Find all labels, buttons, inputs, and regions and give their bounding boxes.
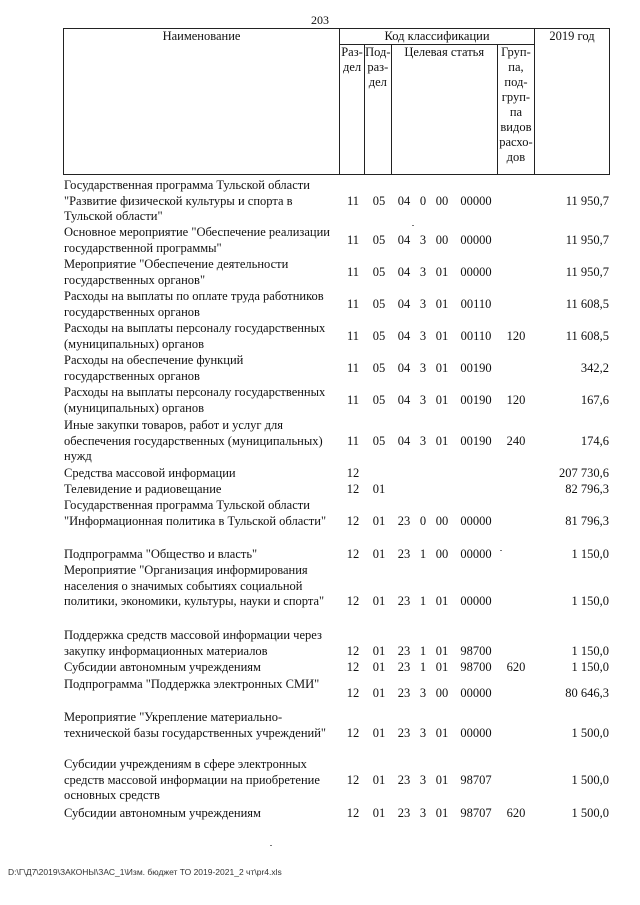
target-subprogram-code: 3 bbox=[419, 433, 427, 448]
header-group-line: видов bbox=[500, 120, 532, 134]
podrazdel-code: 05 bbox=[372, 360, 386, 375]
podrazdel-code: 01 bbox=[372, 725, 386, 740]
expense-group-code: 240 bbox=[506, 433, 526, 448]
row-name-line: Мероприятие "Организация информирования bbox=[64, 563, 308, 577]
header-podrazdel bbox=[365, 45, 392, 175]
expense-group-code: 620 bbox=[506, 660, 526, 674]
target-program-code: 04 bbox=[397, 433, 411, 448]
scan-speck bbox=[270, 845, 272, 846]
target-event-code: 01 bbox=[435, 594, 449, 608]
razdel-code: 12 bbox=[346, 686, 360, 701]
target-direction-code: 00000 bbox=[460, 725, 492, 740]
podrazdel-code: 01 bbox=[372, 686, 386, 701]
amount-2019: 11 950,7 bbox=[565, 193, 609, 208]
podrazdel-code: 05 bbox=[372, 328, 386, 343]
header-razdel-line: дел bbox=[342, 60, 362, 74]
target-program-code: 23 bbox=[397, 594, 411, 608]
target-program-code: 23 bbox=[397, 725, 411, 740]
target-direction-code: 00110 bbox=[460, 328, 492, 343]
row-name-line: (муниципальных) органов bbox=[64, 400, 205, 415]
target-direction-code: 00110 bbox=[460, 296, 492, 311]
header-podrazdel-line: дел bbox=[368, 75, 387, 89]
razdel-code: 12 bbox=[346, 806, 360, 820]
target-event-code: 00 bbox=[435, 513, 449, 528]
razdel-code: 11 bbox=[346, 296, 360, 311]
target-event-code: 01 bbox=[435, 328, 449, 343]
row-name-line: государственных органов" bbox=[64, 272, 206, 287]
target-direction-code: 00000 bbox=[460, 513, 492, 528]
header-podrazdel-line: Под- bbox=[365, 45, 391, 59]
target-program-code: 04 bbox=[397, 193, 411, 208]
razdel-code: 11 bbox=[346, 360, 360, 375]
target-direction-code: 00000 bbox=[460, 686, 492, 701]
header-group-line: под- bbox=[504, 75, 528, 89]
target-event-code: 01 bbox=[435, 360, 449, 375]
target-event-code: 01 bbox=[435, 806, 449, 820]
target-program-code: 23 bbox=[397, 806, 411, 820]
table-header bbox=[63, 28, 610, 175]
amount-2019: 1 150,0 bbox=[571, 594, 609, 608]
podrazdel-code: 05 bbox=[372, 433, 386, 448]
target-program-code: 23 bbox=[397, 660, 411, 674]
target-subprogram-code: 1 bbox=[419, 643, 427, 658]
target-event-code: 01 bbox=[435, 725, 449, 740]
target-program-code: 23 bbox=[397, 643, 411, 658]
row-name bbox=[64, 321, 339, 352]
target-event-code: 00 bbox=[435, 193, 449, 208]
row-name-line: Основное мероприятие "Обеспечение реализации bbox=[64, 225, 330, 239]
amount-2019: 1 150,0 bbox=[571, 547, 609, 561]
row-name bbox=[64, 466, 339, 482]
podrazdel-code: 01 bbox=[372, 594, 386, 608]
row-name bbox=[64, 498, 339, 529]
target-direction-code: 00190 bbox=[460, 392, 492, 407]
amount-2019: 174,6 bbox=[580, 433, 609, 448]
target-event-code: 01 bbox=[435, 433, 449, 448]
row-name-line: "Информационная политика в Тульской области" bbox=[64, 513, 327, 528]
header-razdel-line: Раз- bbox=[341, 45, 363, 59]
razdel-code: 12 bbox=[346, 482, 360, 496]
target-program-code: 23 bbox=[397, 772, 411, 787]
amount-2019: 82 796,3 bbox=[565, 482, 609, 496]
row-name-line: государственных органов bbox=[64, 368, 200, 383]
target-subprogram-code: 3 bbox=[419, 392, 427, 407]
row-name-line: Государственная программа Тульской области bbox=[64, 178, 310, 192]
target-event-code: 01 bbox=[435, 296, 449, 311]
row-name-line: Расходы на обеспечение функций bbox=[64, 353, 244, 367]
row-name-line: закупку информационных материалов bbox=[64, 643, 268, 658]
target-subprogram-code: 0 bbox=[419, 193, 427, 208]
target-program-code: 23 bbox=[397, 547, 411, 561]
header-group-line: груп- bbox=[501, 90, 531, 104]
row-name-line: Подпрограмма "Общество и власть" bbox=[64, 547, 258, 561]
podrazdel-code: 01 bbox=[372, 547, 386, 561]
razdel-code: 12 bbox=[346, 725, 360, 740]
row-name bbox=[64, 806, 339, 822]
row-name bbox=[64, 225, 339, 256]
target-direction-code: 00000 bbox=[460, 264, 492, 279]
razdel-code: 12 bbox=[346, 594, 360, 608]
podrazdel-code: 05 bbox=[372, 264, 386, 279]
row-name-line: Расходы на выплаты по оплате труда работников bbox=[64, 289, 324, 303]
amount-2019: 1 500,0 bbox=[571, 806, 609, 820]
row-name bbox=[64, 178, 339, 225]
row-name-line: Субсидии учреждениям в сфере электронных bbox=[64, 757, 307, 771]
target-event-code: 01 bbox=[435, 772, 449, 787]
target-subprogram-code: 3 bbox=[419, 772, 427, 787]
row-name bbox=[64, 418, 339, 465]
target-direction-code: 00190 bbox=[460, 433, 492, 448]
amount-2019: 167,6 bbox=[580, 392, 609, 407]
row-name bbox=[64, 563, 339, 610]
row-name bbox=[64, 257, 339, 288]
row-name-line: государственной программы" bbox=[64, 240, 222, 255]
target-direction-code: 00190 bbox=[460, 360, 492, 375]
header-group-line: па, bbox=[508, 60, 524, 74]
target-subprogram-code: 3 bbox=[419, 686, 427, 701]
amount-2019: 1 500,0 bbox=[571, 772, 609, 787]
podrazdel-code: 05 bbox=[372, 296, 386, 311]
razdel-code: 11 bbox=[346, 392, 360, 407]
target-event-code: 00 bbox=[435, 547, 449, 561]
target-program-code: 04 bbox=[397, 328, 411, 343]
razdel-code: 12 bbox=[346, 772, 360, 787]
row-name-line: Расходы на выплаты персоналу государственных bbox=[64, 385, 326, 399]
amount-2019: 11 608,5 bbox=[565, 296, 609, 311]
razdel-code: 12 bbox=[346, 513, 360, 528]
target-subprogram-code: 1 bbox=[419, 660, 427, 674]
header-group-line: расхо- bbox=[499, 135, 533, 149]
amount-2019: 11 608,5 bbox=[565, 328, 609, 343]
header-group bbox=[497, 45, 534, 175]
amount-2019: 342,2 bbox=[580, 360, 609, 375]
header-classification: Код классификации bbox=[340, 29, 535, 45]
podrazdel-code: 01 bbox=[372, 643, 386, 658]
razdel-code: 11 bbox=[346, 193, 360, 208]
row-name-line: Телевидение и радиовещание bbox=[64, 482, 222, 496]
row-name-line: населения о значимых событиях социальной bbox=[64, 578, 303, 593]
amount-2019: 1 150,0 bbox=[571, 643, 609, 658]
row-name-line: Субсидии автономным учреждениям bbox=[64, 660, 261, 674]
row-name bbox=[64, 547, 339, 563]
row-name-line: Тульской области" bbox=[64, 209, 163, 223]
row-name-line: Расходы на выплаты персоналу государственных bbox=[64, 321, 326, 335]
razdel-code: 11 bbox=[346, 328, 360, 343]
target-direction-code: 98707 bbox=[460, 806, 492, 820]
target-subprogram-code: 3 bbox=[419, 296, 427, 311]
target-subprogram-code: 3 bbox=[419, 328, 427, 343]
podrazdel-code: 01 bbox=[372, 660, 386, 674]
amount-2019: 11 950,7 bbox=[565, 264, 609, 279]
target-subprogram-code: 1 bbox=[419, 594, 427, 608]
row-name-line: государственных органов bbox=[64, 304, 200, 319]
razdel-code: 11 bbox=[346, 433, 360, 448]
scan-speck bbox=[500, 550, 502, 551]
row-name-line: нужд bbox=[64, 449, 92, 463]
expense-group-code: 120 bbox=[506, 392, 526, 407]
row-name-line: Субсидии автономным учреждениям bbox=[64, 806, 261, 820]
amount-2019: 11 950,7 bbox=[565, 232, 609, 247]
target-program-code: 04 bbox=[397, 392, 411, 407]
file-path-footer: D:\Г\Д7\2019\ЗАКОНЫ\ЗАС_1\Изм. бюджет ТО 2019-2021_2 чт\pr4.xls bbox=[8, 867, 282, 877]
target-direction-code: 00000 bbox=[460, 547, 492, 561]
target-event-code: 00 bbox=[435, 686, 449, 701]
row-name-line: Средства массовой информации bbox=[64, 466, 236, 480]
header-target: Целевая статья bbox=[391, 45, 497, 175]
row-name-line: обеспечения государственных (муниципальных) bbox=[64, 433, 323, 448]
row-name-line: Мероприятие "Обеспечение деятельности bbox=[64, 257, 289, 271]
row-name-line: "Развитие физической культуры и спорта в bbox=[64, 193, 293, 208]
row-name-line: Государственная программа Тульской области bbox=[64, 498, 310, 512]
target-direction-code: 98700 bbox=[460, 660, 492, 674]
row-name bbox=[64, 482, 339, 498]
header-group-line: па bbox=[509, 105, 523, 119]
row-name-line: политики, экономики, культуры, науки и спорта" bbox=[64, 594, 325, 608]
target-direction-code: 98700 bbox=[460, 643, 492, 658]
row-name bbox=[64, 677, 339, 693]
amount-2019: 80 646,3 bbox=[565, 686, 609, 701]
expense-group-code: 620 bbox=[506, 806, 526, 820]
row-name-line: Мероприятие "Укрепление материально- bbox=[64, 710, 283, 724]
razdel-code: 11 bbox=[346, 264, 360, 279]
header-group-line: Груп- bbox=[501, 45, 531, 59]
header-group-line: дов bbox=[506, 150, 526, 164]
razdel-code: 11 bbox=[346, 232, 360, 247]
target-event-code: 00 bbox=[435, 232, 449, 247]
target-event-code: 01 bbox=[435, 392, 449, 407]
row-name bbox=[64, 289, 339, 320]
target-direction-code: 00000 bbox=[460, 594, 492, 608]
row-name-line: технической базы государственных учреждений" bbox=[64, 725, 327, 740]
amount-2019: 207 730,6 bbox=[559, 466, 609, 480]
target-subprogram-code: 3 bbox=[419, 806, 427, 820]
amount-2019: 1 150,0 bbox=[571, 660, 609, 674]
podrazdel-code: 05 bbox=[372, 232, 386, 247]
row-name-line: Подпрограмма "Поддержка электронных СМИ" bbox=[64, 677, 320, 691]
target-program-code: 23 bbox=[397, 686, 411, 701]
target-subprogram-code: 3 bbox=[419, 725, 427, 740]
target-program-code: 04 bbox=[397, 360, 411, 375]
target-program-code: 04 bbox=[397, 264, 411, 279]
target-subprogram-code: 3 bbox=[419, 264, 427, 279]
header-year: 2019 год bbox=[535, 29, 610, 175]
row-name-line: Иные закупки товаров, работ и услуг для bbox=[64, 418, 284, 432]
podrazdel-code: 01 bbox=[372, 772, 386, 787]
target-subprogram-code: 3 bbox=[419, 232, 427, 247]
podrazdel-code: 05 bbox=[372, 392, 386, 407]
target-event-code: 01 bbox=[435, 643, 449, 658]
amount-2019: 81 796,3 bbox=[565, 513, 609, 528]
row-name bbox=[64, 710, 339, 741]
podrazdel-code: 05 bbox=[372, 193, 386, 208]
header-podrazdel-line: раз- bbox=[367, 60, 389, 74]
row-name bbox=[64, 628, 339, 659]
scan-speck bbox=[412, 225, 414, 226]
target-subprogram-code: 0 bbox=[419, 513, 427, 528]
page-number: 203 bbox=[311, 13, 329, 27]
razdel-code: 12 bbox=[346, 547, 360, 561]
row-name bbox=[64, 385, 339, 416]
podrazdel-code: 01 bbox=[372, 482, 386, 496]
row-name-line: (муниципальных) органов bbox=[64, 336, 205, 351]
target-direction-code: 00000 bbox=[460, 232, 492, 247]
podrazdel-code: 01 bbox=[372, 513, 386, 528]
target-program-code: 04 bbox=[397, 296, 411, 311]
amount-2019: 1 500,0 bbox=[571, 725, 609, 740]
row-name-line: основных средств bbox=[64, 788, 160, 802]
target-program-code: 23 bbox=[397, 513, 411, 528]
podrazdel-code: 01 bbox=[372, 806, 386, 820]
target-event-code: 01 bbox=[435, 264, 449, 279]
row-name bbox=[64, 757, 339, 804]
header-name: Наименование bbox=[64, 29, 340, 175]
row-name-line: Поддержка средств массовой информации через bbox=[64, 628, 322, 642]
target-direction-code: 98707 bbox=[460, 772, 492, 787]
target-subprogram-code: 1 bbox=[419, 547, 427, 561]
expense-group-code: 120 bbox=[506, 328, 526, 343]
target-program-code: 04 bbox=[397, 232, 411, 247]
razdel-code: 12 bbox=[346, 643, 360, 658]
row-name bbox=[64, 353, 339, 384]
row-name bbox=[64, 660, 339, 676]
header-razdel bbox=[340, 45, 365, 175]
razdel-code: 12 bbox=[346, 466, 360, 480]
row-name-line: средств массовой информации на приобретение bbox=[64, 772, 320, 787]
target-direction-code: 00000 bbox=[460, 193, 492, 208]
razdel-code: 12 bbox=[346, 660, 360, 674]
target-event-code: 01 bbox=[435, 660, 449, 674]
target-subprogram-code: 3 bbox=[419, 360, 427, 375]
